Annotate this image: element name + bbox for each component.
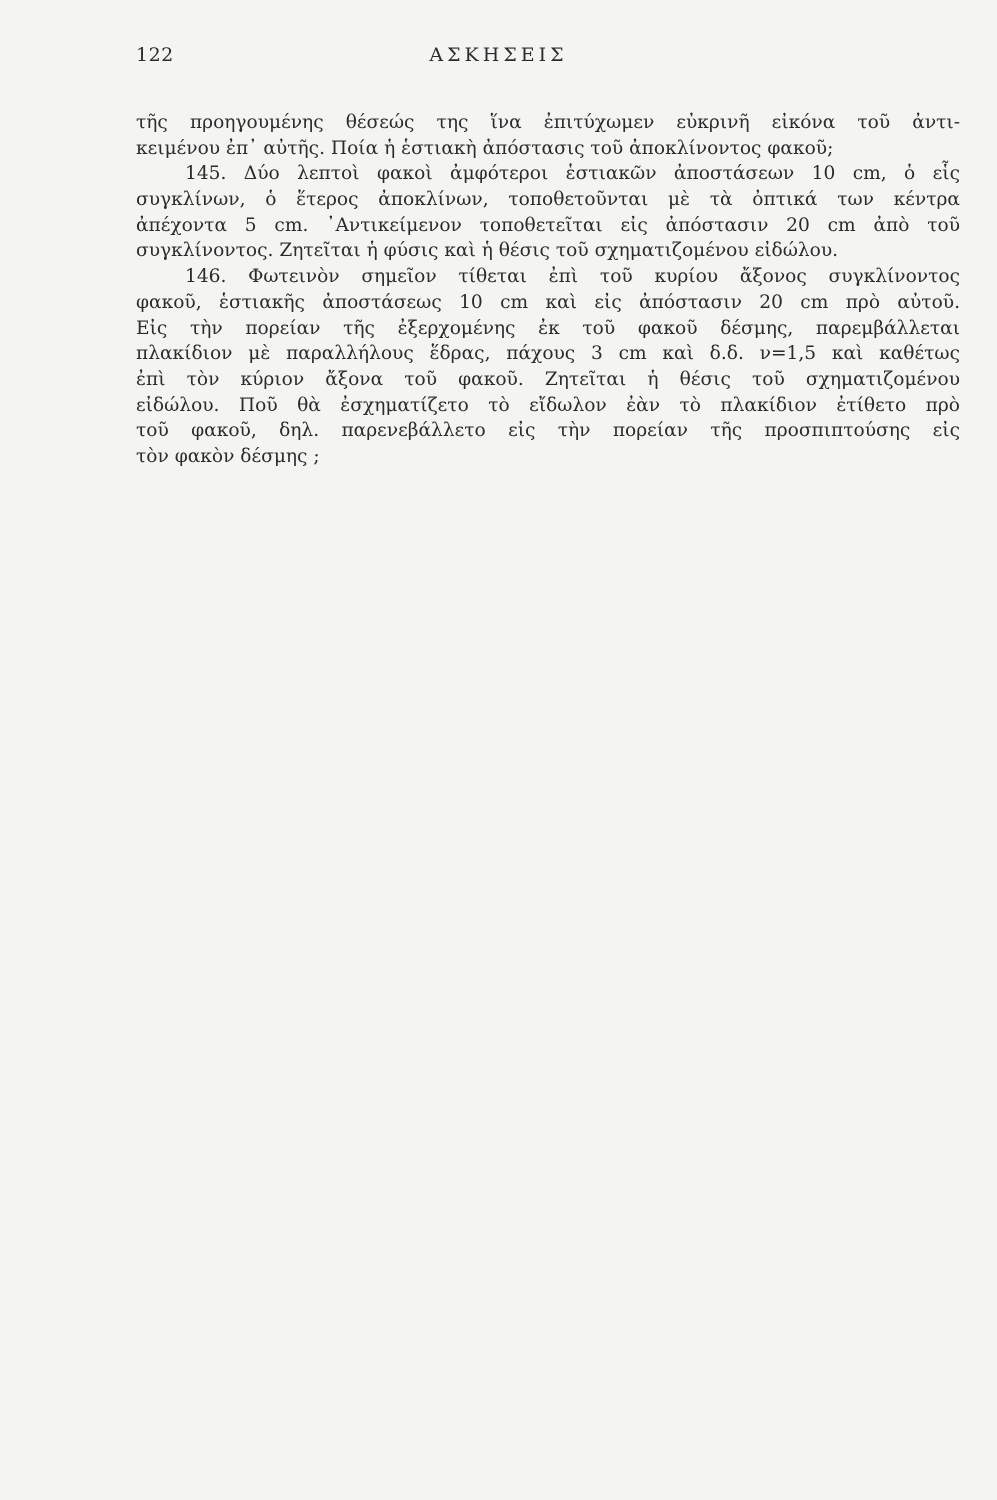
exercise-text [136,110,960,470]
text-line: τῆς προηγουμένης θέσεώς της ἵνα ἐπιτύχωμεν εὐκρινῆ εἰκόνα τοῦ ἀντι- [136,112,960,133]
text-line: ἀπέχοντα 5 cm. ᾿Αντικείμενον τοποθετεῖται εἰς ἀπόστασιν 20 cm ἀπὸ τοῦ [136,214,960,236]
text-line: εἰδώλου. Ποῦ θὰ ἐσχηματίζετο τὸ εἴδωλον ἐὰν τὸ πλακίδιον ἐτίθετο πρὸ [136,394,960,416]
text-line: φακοῦ, ἑστιακῆς ἀποστάσεως 10 cm καὶ εἰς ἀπόστασιν 20 cm πρὸ αὐτοῦ. [136,291,960,313]
exercise-146-start: 146. Φωτεινὸν σημεῖον τίθεται ἐπὶ τοῦ κυρίου ἄξονος συγκλίνοντος [185,266,960,288]
running-title: ΑΣΚΗΣΕΙΣ [429,44,568,66]
page-header [0,44,997,74]
text-line: κειμένου ἐπ᾿ αὐτῆς. Ποία ἡ ἑστιακὴ ἀπόστασις τοῦ ἀποκλίνοντος φακοῦ; [136,137,834,159]
text-line: πλακίδιον μὲ παραλλήλους ἕδρας, πάχους 3 cm καὶ δ.δ. ν=1,5 καὶ καθέτως [136,343,960,365]
page-number: 122 [136,44,174,66]
text-line: τὸν φακὸν δέσμης ; [136,445,320,467]
text-line: ἐπὶ τὸν κύριον ἄξονα τοῦ φακοῦ. Ζητεῖται ἡ θέσις τοῦ σχηματιζομένου [136,368,960,390]
text-line: συγκλίνοντος. Ζητεῖται ἡ φύσις καὶ ἡ θέσις τοῦ σχηματιζομένου εἰδώλου. [136,240,839,262]
exercise-145-start: 145. Δύο λεπτοὶ φακοὶ ἀμφότεροι ἑστιακῶν ἀποστάσεων 10 cm, ὁ εἷς [185,163,960,185]
text-line: τοῦ φακοῦ, δηλ. παρενεβάλλετο εἰς τὴν πορείαν τῆς προσπιπτούσης εἰς [136,420,960,442]
text-line: συγκλίνων, ὁ ἕτερος ἀποκλίνων, τοποθετοῦνται μὲ τὰ ὀπτικά των κέντρα [136,189,960,211]
text-line: Εἰς τὴν πορείαν τῆς ἐξερχομένης ἐκ τοῦ φακοῦ δέσμης, παρεμβάλλεται [136,317,960,339]
